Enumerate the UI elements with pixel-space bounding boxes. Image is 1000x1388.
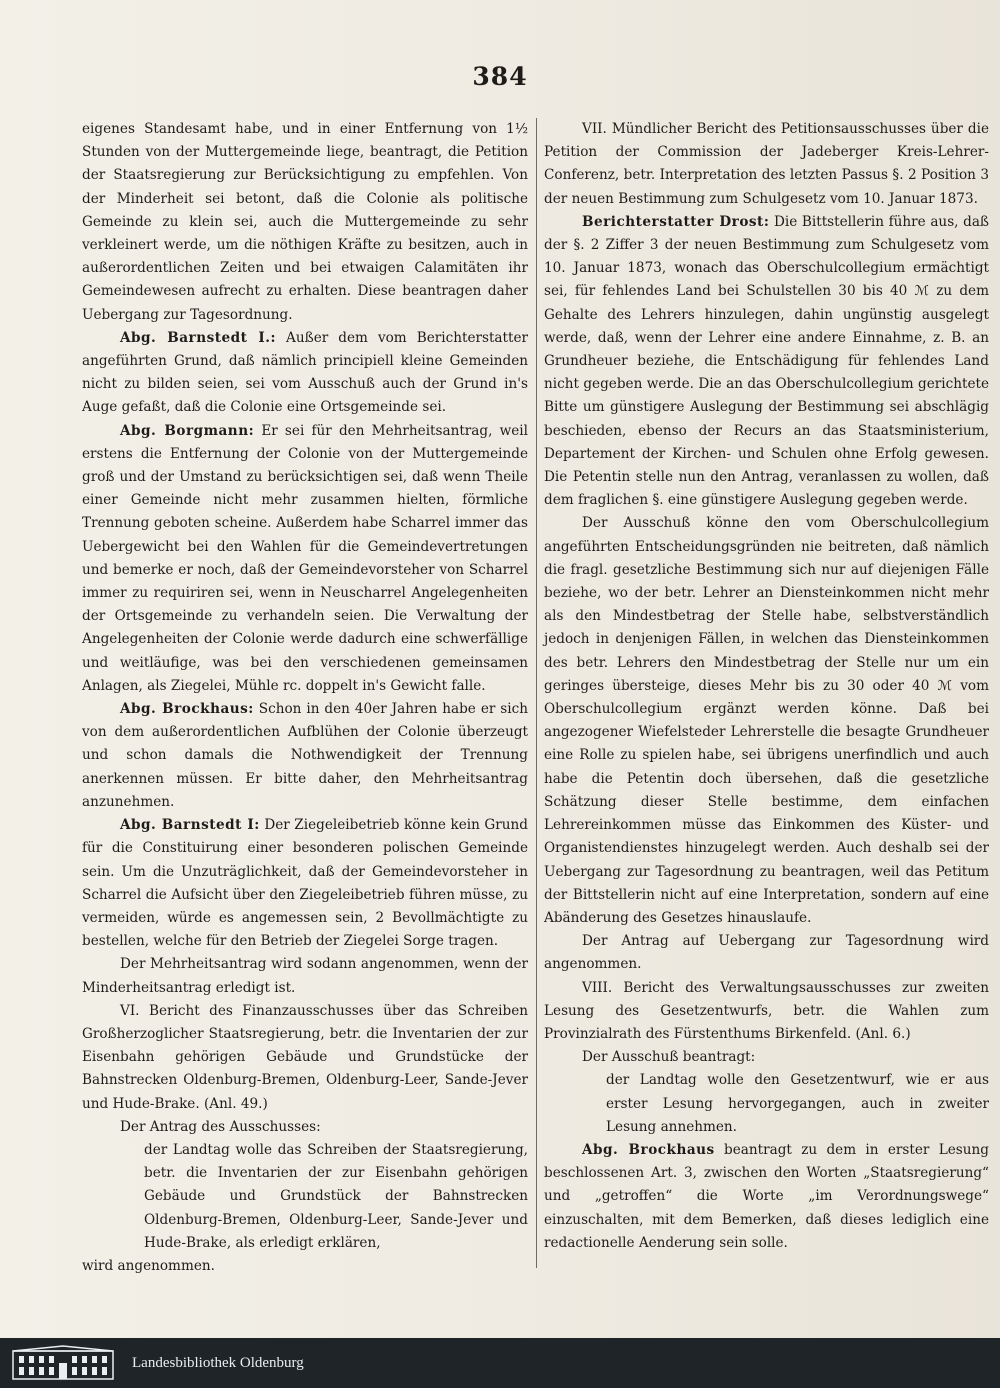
right-column bbox=[544, 118, 989, 1255]
paragraph: Der Ausschuß könne den vom Oberschulcollegium angeführten Entscheidungsgründen nie beitreten, daß nämlich die fragl. gesetzliche Bestimmung sich nur auf diejenigen Fälle beziehe, wo der betr. Lehrer an Diensteinkommen nicht mehr als den Mindestbetrag der Stelle habe, selbstverständlich jedoch in denjenigen Fällen, in welchen das Diensteinkommen des betr. Lehrers den Mindestbetrag der Stelle nur um ein geringes übersteige, dieses Mehr bis zu 30 oder 40 ℳ vom Oberschulcollegium ergänzt werden könne. Daß bei angezogener Wiefelsteder Lehrerstelle die besagte Grundheuer eine Rolle zu spielen habe, sei übrigens unerfindlich und auch habe die Petentin doch übersehen, daß die gesetzliche Schätzung dieser Stelle bestimme, dem einfachen Lehrereinkommen müsse das Einkommen des Küster- und Organistendienstes hinzugelegt werden. Auch deshalb sei der Uebergang zur Tagesordnung zu beantragen, weil das Petitum der Bittstellerin nicht auf eine Interpretation, sondern auf eine Abänderung des Gesetzes hinauslaufe. bbox=[544, 515, 989, 926]
motion-text: der Landtag wolle das Schreiben der Staatsregierung, betr. die Inventarien der zur Eisenbahn gehörigen Gebäude und Grundstück der Bahnstrecken Oldenburg-Bremen, Oldenburg-Leer, Sande-Jever und Hude-Brake, als erledigt erklären, bbox=[144, 1141, 528, 1251]
library-name: Landesbibliothek Oldenburg bbox=[132, 1354, 304, 1371]
paragraph: wird angenommen. bbox=[82, 1257, 215, 1274]
motion-text: der Landtag wolle den Gesetzentwurf, wie er aus erster Lesung hervorgegangen, auch in zweiter Lesung annehmen. bbox=[606, 1072, 989, 1135]
paragraph-text: Die Bittstellerin führe aus, daß der §. 2 Ziffer 3 der neuen Bestimmung zum Schulgesetz vom 10. Januar 1873, wonach das Oberschulcollegium ermächtigt sei, für fehlendes Land bei Schulstellen 30 bis 40 ℳ zu dem Gehalte des Lehrers hinzulegen, dahin ungünstig ausgelegt werde, daß, wenn der Lehrer eine andere Einnahme, z. B. an Grundheuer beziehe, die Entschädigung für fehlendes Land nicht gegeben werde. Die an das Oberschulcollegium gerichtete Bitte um günstigere Auslegung der Bestimmung sei abschlägig beschieden, ebenso der Recurs an das Staatsministerium, Departement der Kirchen- und Schulen ohne Erfolg gewesen. Die Petentin stelle nun den Antrag, veranlassen zu wollen, daß dem fraglichen §. eine günstigere Auslegung gegeben werde. bbox=[544, 213, 990, 509]
paragraph-text: beantragt zu dem in erster Lesung beschlossenen Art. 3, zwischen den Worten „Staatsregierung“ und „getroffen“ die Worte „im Verordnungswege“ einzuschalten, mit dem Bemerken, daß dieses lediglich eine redactionelle Aenderung sein solle. bbox=[544, 1141, 989, 1251]
section-heading: VII. Mündlicher Bericht des Petitionsausschusses über die Petition der Commission der Jadeberger Kreis-Lehrer-Conferenz, betr. Interpretation des letzten Passus §. 2 Position 3 der neuen Bestimmung zum Schulgesetz vom 10. Januar 1873. bbox=[544, 121, 989, 207]
left-column bbox=[82, 118, 528, 1278]
motion-label: Der Antrag des Ausschusses: bbox=[120, 1118, 321, 1135]
paragraph bbox=[82, 698, 528, 814]
paragraph-text: Außer dem vom Berichterstatter angeführten Grund, daß nämlich principiell kleine Gemeinden nicht zu bilden seien, sei vom Ausschuß auch der Grund in's Auge gefaßt, daß die Colonie eine Ortsgemeinde sei. bbox=[82, 329, 528, 416]
paragraph: Der Mehrheitsantrag wird sodann angenommen, wenn der Minderheitsantrag erledigt ist. bbox=[82, 956, 528, 996]
paragraph-text: Er sei für den Mehrheitsantrag, weil erstens die Entfernung der Colonie von der Muttergemeinde groß und der Umstand zu berücksichtigen sei, daß wenn Theile einer Gemeinde nicht mehr zusammen hielten, förmliche Trennung geboten scheine. Außerdem habe Scharrel immer das Uebergewicht bei den Wahlen für die Gemeindevertretungen und bemerke er noch, daß der Gemeindevorsteher von Scharrel immer zu requiriren sei, wenn in Neuscharrel Angelegenheiten der Ortsgemeinde zu verhandeln seien. Die Verwaltung der Angelegenheiten der Colonie werde dadurch eine schwerfällige und weitläufige, was bei den verschiedenen gemeinsamen Anlagen, als Ziegelei, Mühle rc. doppelt in's Gewicht falle. bbox=[82, 422, 528, 694]
speaker-name: Abg. Brockhaus: bbox=[120, 701, 254, 718]
section-heading: VIII. Bericht des Verwaltungsausschusses zur zweiten Lesung des Gesetzentwurfs, betr. die Wahlen zum Provinzialrath des Fürstenthums Birkenfeld. (Anl. 6.) bbox=[544, 979, 989, 1042]
library-building-icon bbox=[8, 1343, 118, 1383]
column-divider bbox=[536, 118, 537, 1268]
paragraph bbox=[82, 327, 528, 420]
speaker-name: Abg. Barnstedt I: bbox=[120, 817, 260, 834]
footer-bar bbox=[0, 1338, 1000, 1388]
paragraph bbox=[544, 211, 989, 513]
section-heading: VI. Bericht des Finanzausschusses über das Schreiben Großherzoglicher Staatsregierung, betr. die Inventarien der zur Eisenbahn gehörigen Gebäude und Grundstücke der Bahnstrecken Oldenburg-Bremen, Oldenburg-Leer, Sande-Jever und Hude-Brake. (Anl. 49.) bbox=[82, 1002, 528, 1112]
speaker-name: Abg. Borgmann: bbox=[120, 422, 255, 439]
speaker-name: Abg. Brockhaus bbox=[582, 1141, 715, 1158]
paragraph bbox=[544, 1139, 989, 1255]
paragraph: Der Antrag auf Uebergang zur Tagesordnung wird angenommen. bbox=[544, 933, 989, 973]
paragraph bbox=[82, 420, 528, 698]
paragraph bbox=[82, 814, 528, 953]
paragraph-text: Der Ziegeleibetrieb könne kein Grund für die Constituirung einer besonderen polischen Gemeinde sein. Um die Unzuträglichkeit, daß der Gemeindevorsteher in Scharrel die Aufsicht über den Ziegeleibetrieb führen müsse, zu vermeiden, würde es angemessen sein, 2 Bevollmächtigte zu bestellen, welche für den Betrieb der Ziegelei Sorge tragen. bbox=[82, 817, 528, 950]
page-number: 384 bbox=[472, 62, 528, 91]
motion-label: Der Ausschuß beantragt: bbox=[582, 1049, 756, 1066]
speaker-name: Berichterstatter Drost: bbox=[582, 213, 770, 230]
speaker-name: Abg. Barnstedt I.: bbox=[120, 329, 276, 346]
paragraph-text: Schon in den 40er Jahren habe er sich von dem außerordentlichen Aufblühen der Colonie überzeugt und schon damals die Nothwendigkeit der Trennung anerkennen müssen. Er bitte daher, den Mehrheitsantrag anzunehmen. bbox=[82, 701, 529, 810]
paragraph: eigenes Standesamt habe, und in einer Entfernung von 1½ Stunden von der Muttergemeinde liege, beantragt, die Petition der Staatsregierung zur Berücksichtigung zu empfehlen. Von der Minderheit sei betont, daß die Colonie als politische Gemeinde zu klein sei, auch die Muttergemeinde zu sehr verkleinert werde, um die nöthigen Kräfte zu besitzen, auch in außerordentlichen Zeiten und bei etwaigen Calamitäten ihr Gemeindewesen aufrecht zu erhalten. Diese beantragen daher Uebergang zur Tagesordnung. bbox=[82, 121, 528, 323]
